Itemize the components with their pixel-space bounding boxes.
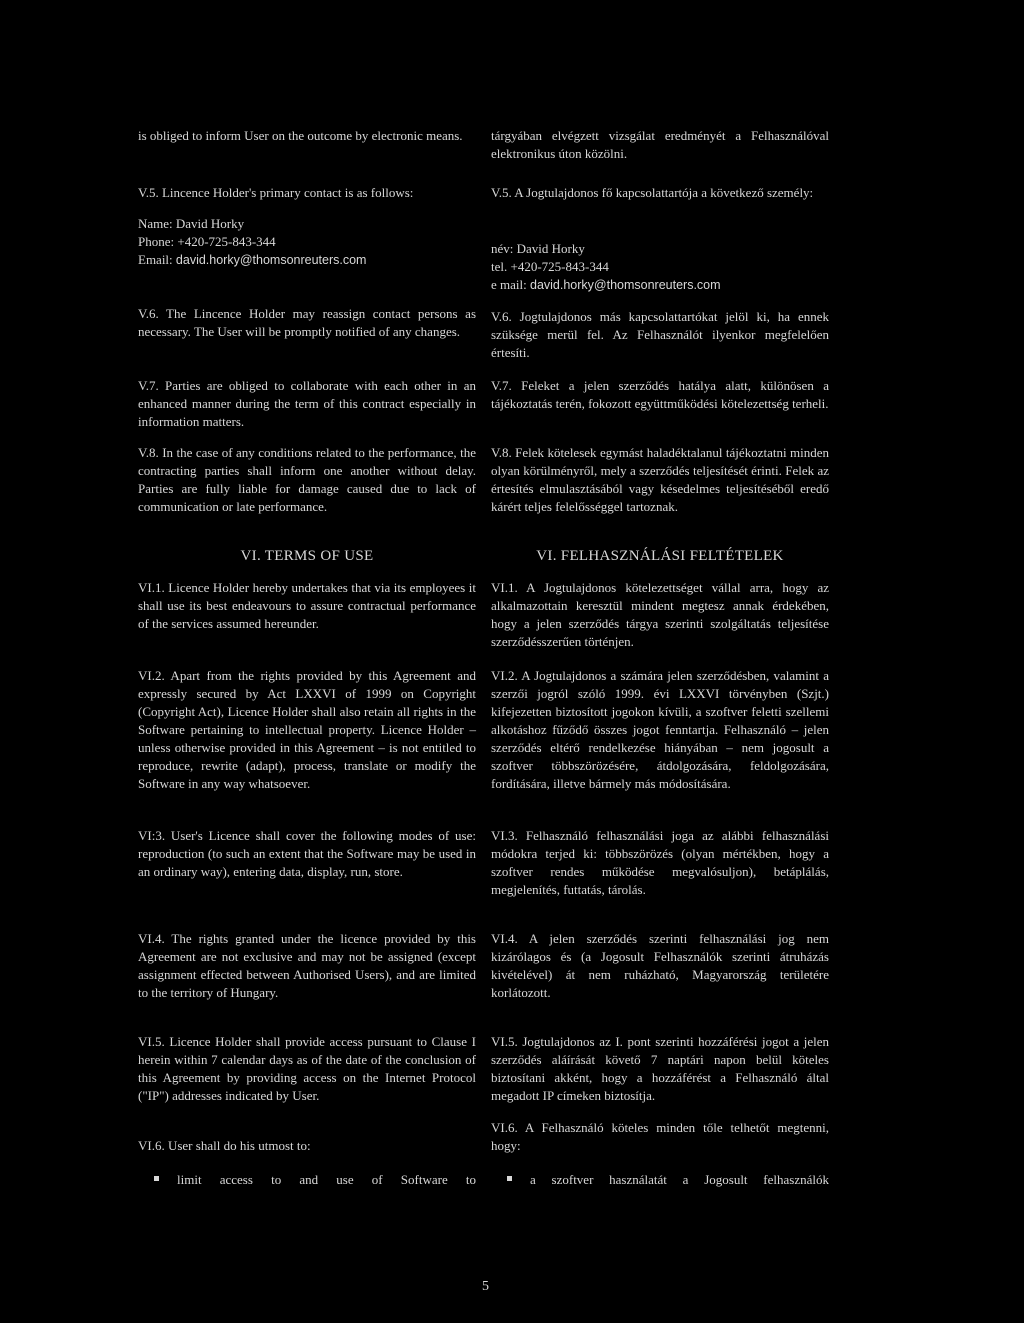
section-vi5: VI.5. Licence Holder shall provide access pursuant to Clause I herein within 7 calendar days as of the date of the conclusion of this Agreement by providing access on the Internet Protocol ("IP") addresses indicated by User. <box>138 1034 476 1103</box>
section-vi1: VI.1. A Jogtulajdonos kötelezettséget vállal arra, hogy az alkalmazottain keresztül mindent megtesz annak érdekében, hogy a jelen szerződés tárgya szerinti szolgáltatás teljesítése szerződésszerűen történjen. <box>491 580 829 649</box>
section-vi3: VI:3. User's Licence shall cover the following modes of use: reproduction (to such an extent that the Software may be used in an ordinary way), entering data, display, run, store. <box>138 828 476 879</box>
section-vi3: VI.3. Felhasználó felhasználási joga az alábbi felhasználási módokra terjed ki: többszörözés (olyan mértékben, hogy a szoftver rendes működése megvalósuljon), betáplálás, megjelenítés, futtatás, tárolás. <box>491 828 829 897</box>
bullet-item <box>154 1171 476 1189</box>
section-v6: V.6. The Lincence Holder may reassign contact persons as necessary. The User will be promptly notified of any changes. <box>138 306 476 339</box>
bullet-text: limit access to and use of Software to <box>177 1172 476 1187</box>
section-vi1: VI.1. Licence Holder hereby undertakes that via its employees it shall use its best endeavours to assure contractual performance of the services assumed hereunder. <box>138 580 476 631</box>
contact-email-line <box>491 276 829 294</box>
contact-email: david.horky@thomsonreuters.com <box>530 278 721 292</box>
section-vi2: VI.2. A Jogtulajdonos a számára jelen szerződésben, valamint a szerzői jogról szóló 1999. évi LXXVI törvényben (Szjt.) kifejezetten biztosított jogokon kívüli, a szoftver feletti szellemi alkotáshoz fűződő összes jogot fenntartja. Felhasználó – jelen szerződés eltérő rendelkezése hiányában – nem jogosult a szoftver többszörözésére, átdolgozására, feldolgozására, fordítására, illetve bármely más módosítására. <box>491 668 829 791</box>
section-v8: V.8. In the case of any conditions related to the performance, the contracting parties shall inform one another without delay. Parties are fully liable for damage caused due to lack of communication or late performance. <box>138 445 476 514</box>
section-v5: V.5. Lincence Holder's primary contact is as follows: <box>138 185 414 200</box>
section-vi4: VI.4. The rights granted under the licence provided by this Agreement are not exclusive and may not be assigned (except assignment effected between Authorised Users), and are limited to the territory of Hungary. <box>138 931 476 1000</box>
contact-email-label: e mail: <box>491 277 530 292</box>
contact-name: név: David Horky <box>491 241 585 256</box>
contact-email-line <box>138 251 476 269</box>
bullet-text: a szoftver használatát a Jogosult felhasználók <box>530 1172 829 1187</box>
section-vi2: VI.2. Apart from the rights provided by this Agreement and expressly secured by Act LXXVI of 1999 on Copyright (Copyright Act), Licence Holder shall also retain all rights in the Software pertaining to intellectual property. Licence Holder – unless otherwise provided in this Agreement – is not entitled to reproduce, rewrite (adapt), process, translate or modify the Software in any way whatsoever. <box>138 668 476 791</box>
intro-paragraph: tárgyában elvégzett vizsgálat eredményét a Felhasználóval elektronikus úton közölni. <box>491 128 829 161</box>
section-v7: V.7. Feleket a jelen szerződés hatálya alatt, különösen a tájékoztatás terén, fokozott együttműködési kötelezettség terheli. <box>491 378 829 411</box>
contact-phone: tel. +420-725-843-344 <box>491 259 609 274</box>
section-vi6: VI.6. A Felhasználó köteles minden tőle telhetőt megtenni, hogy: <box>491 1120 829 1153</box>
section-vi4: VI.4. A jelen szerződés szerinti felhasználási jog nem kizárólagos és (a Jogosult Felhasználók szerinti átruházás kivételével) át nem ruházható, Magyarország területére korlátozott. <box>491 931 829 1000</box>
section-v7: V.7. Parties are obliged to collaborate with each other in an enhanced manner during the term of this contract especially in information matters. <box>138 378 476 429</box>
section-v5: V.5. A Jogtulajdonos fő kapcsolattartója a következő személy: <box>491 185 814 200</box>
page-number: 5 <box>482 1279 489 1294</box>
contact-email: david.horky@thomsonreuters.com <box>175 253 367 267</box>
section-v8: V.8. Felek kötelesek egymást haladéktalanul tájékoztatni minden olyan körülményről, mely a szerződés teljesítését érinti. Felek az értesítés elmulasztásából vagy késedelmes teljesítéséből eredő kárért teljes felelősséggel tartoznak. <box>491 445 829 514</box>
section-heading-vi: VI. TERMS OF USE <box>240 548 374 564</box>
bullet-icon <box>154 1176 159 1181</box>
section-heading-vi: VI. FELHASZNÁLÁSI FELTÉTELEK <box>536 548 784 564</box>
section-vi6: VI.6. User shall do his utmost to: <box>138 1138 311 1153</box>
section-vi5: VI.5. Jogtulajdonos az I. pont szerinti hozzáférési jogot a jelen szerződés aláírását követő 7 naptári napon belül köteles biztosítani akként, hogy a hozzáférést a Felhasználó által megadott IP címeken biztosítja. <box>491 1034 829 1103</box>
contact-name: Name: David Horky <box>138 216 245 231</box>
contact-phone: Phone: +420-725-843-344 <box>138 234 276 249</box>
section-v6: V.6. Jogtulajdonos más kapcsolattartókat jelöl ki, ha ennek szüksége merül fel. Az Felhasználót ilyenkor megfelelően értesíti. <box>491 309 829 360</box>
bullet-item <box>507 1171 829 1189</box>
intro-paragraph: is obliged to inform User on the outcome by electronic means. <box>138 128 463 143</box>
bullet-icon <box>507 1176 512 1181</box>
contact-email-label: Email: <box>138 252 176 267</box>
